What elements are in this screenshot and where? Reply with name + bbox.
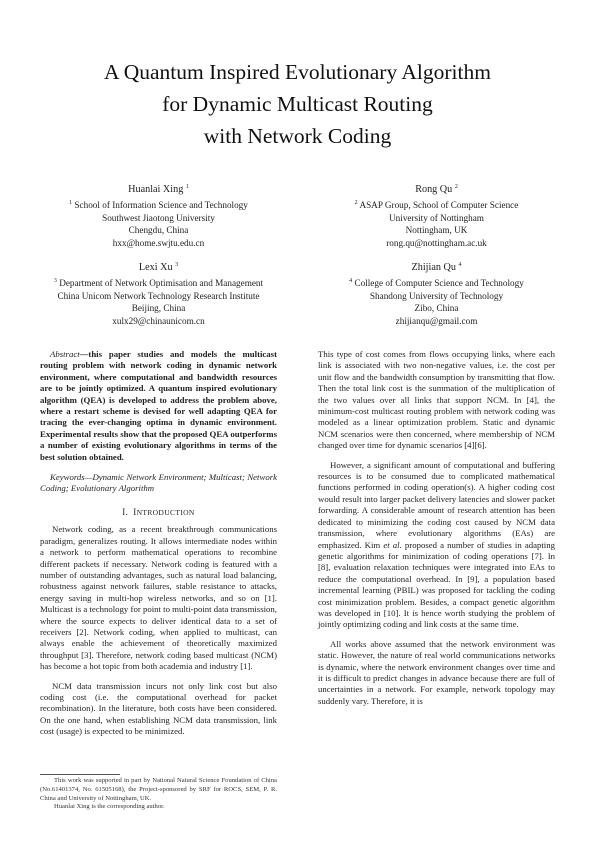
affiliation-line: $^3$ Department of Network Optimisation and Management	[53, 278, 264, 288]
author-block-3	[40, 261, 277, 327]
abstract	[40, 349, 277, 463]
right-column	[318, 349, 555, 715]
body-paragraph: Network coding, as a recent breakthrough communications paradigm, generalizes routing. It allows intermediate nodes within a network to perform mathematical operations to recombine different packets if necessary. Network coding is featured with a number of outstanding advantages, such as natural load balancing, robustness against network failures, stable resistance to attacks, energy saving in multi-hop wireless networks, and so on [1]. Multicast is a technology for point to multi-point data transmission, where the source expects to deliver identical data to a set of receivers [2]. Network coding, when applied to multicast, can always enable the achievement of theoretically maximized throughput [3]. Therefore, network coding based multicast (NCM) has become a hot topic from both academia and industry [1].	[40, 524, 277, 672]
footnote: Huanlai Xing is the corresponding author.	[54, 803, 165, 811]
title-line: with Network Coding	[203, 124, 392, 148]
affiliation-line: Beijing, China	[131, 303, 186, 314]
title-line: A Quantum Inspired Evolutionary Algorithm	[104, 60, 491, 84]
affiliation-line: Chengdu, China	[128, 225, 189, 236]
keywords: Keywords—Dynamic Network Environment; Multicast; Network Coding; Evolutionary Algorithm	[40, 472, 277, 494]
title-line: for Dynamic Multicast Routing	[162, 92, 433, 116]
left-column	[40, 349, 277, 746]
affiliation-line: Zibo, China	[414, 303, 459, 314]
affiliation-line: Southwest Jiaotong University	[102, 212, 215, 223]
author-block-4	[318, 261, 555, 327]
affiliation-line: University of Nottingham	[389, 212, 484, 223]
body-paragraph: This type of cost comes from flows occupying links, where each link is associated with two non-negative values, i.e. the cost per unit flow and the bandwidth consumption by transmitting that flow. Then the total link cost is the summation of the multiplication of the two values over all links that support NCM. In [4], the minimum-cost multicast routing problem with network coding was modeled as a linear optimization problem. Static and dynamic NCM scenarios were then concerned, where membership of NCM changed over time for dynamic scenarios [4][6].	[318, 349, 555, 451]
author-email: rong.qu@nottingham.ac.uk	[386, 237, 487, 248]
section-heading-introduction: I. INTRODUCTION	[122, 506, 195, 517]
abstract-text: —this paper studies and models the multicast routing problem with network coding in dynamic network environment, where computational and bandwidth resources are to be jointly optimized. A quantum inspired evolutionary algorithm (QEA) is developed to address the problem above, where a restart scheme is devised for well adapting QEA for tracing the ever-changing optima in dynamic environment. Experimental results show that the proposed QEA outperforms a number of existing evolutionary algorithms in terms of the best solution obtained.	[40, 349, 277, 462]
author-block-1	[40, 183, 277, 249]
author-name: Huanlai Xing $^1$	[128, 184, 189, 195]
affiliation-line: $^1$ School of Information Science and Technology	[69, 200, 248, 210]
affiliation-line: China Unicom Network Technology Research Institute	[57, 290, 260, 301]
author-email: zhijianqu@gmail.com	[395, 315, 478, 326]
affiliation-line: Shandong University of Technology	[369, 290, 504, 301]
affiliation-line: $^4$ College of Computer Science and Technology	[349, 278, 524, 288]
author-email: hxx@home.swjtu.edu.cn	[112, 237, 205, 248]
author-name: Zhijian Qu $^4$	[411, 262, 462, 273]
author-name: Rong Qu $^2$	[415, 184, 458, 195]
body-paragraph: NCM data transmission incurs not only link cost but also coding cost (i.e. the computational overhead for packet recombination). In the literature, both costs have been considered. On the one hand, when establishing NCM data transmission, link cost (usage) is expected to be minimized.	[40, 680, 277, 737]
body-paragraph: However, a significant amount of computational and buffering resources is to be consumed due to complicated mathematical functions performed in coding operation(s). A higher coding cost would result into larger packet delivery latencies and slower packet forwarding. A considerable amount of research attention has been dedicated to minimizing the coding cost caused by NCM data transmission, where evolutionary algorithms (EAs) are emphasized. Kim et al. proposed a number of studies in adapting genetic algorithms for minimization of coding operations [7]. In [8], evaluation relaxation techniques were integrated into EAs to reduce the computational overhead. In [9], a population based incremental learning (PBIL) was proposed for tackling the coding cost minimization problem. Besides, a compact genetic algorithm was developed in [10]. It is hence worth studying the problem of jointly optimizing coding and link costs at the same time.	[318, 459, 555, 630]
affiliation-line: $^2$ ASAP Group, School of Computer Science	[354, 200, 519, 210]
body-paragraph: All works above assumed that the network environment was static. However, the nature of real world communications networks is dynamic, where the network environment changes over time and it is difficult to predict changes in advance because there are full of uncertainties in a network. For example, network topology may suddenly vary. Therefore, it is	[318, 638, 555, 706]
footnotes	[40, 777, 277, 812]
author-name: Lexi Xu $^3$	[138, 262, 179, 273]
author-email: xulx29@chinaunicom.cn	[112, 315, 205, 326]
author-block-2	[318, 183, 555, 249]
abstract-label: Abstract	[50, 349, 80, 359]
footnote-rule	[40, 774, 120, 775]
footnote: This work was supported in part by National Natural Science Foundation of China (No.61401374, No. 61505168), the Project-sponsored by SRF for ROCS, SEM, P. R. China and University of Nottingham, UK.	[40, 777, 277, 802]
paper-title	[40, 56, 555, 152]
affiliation-line: Nottingham, UK	[405, 225, 468, 236]
